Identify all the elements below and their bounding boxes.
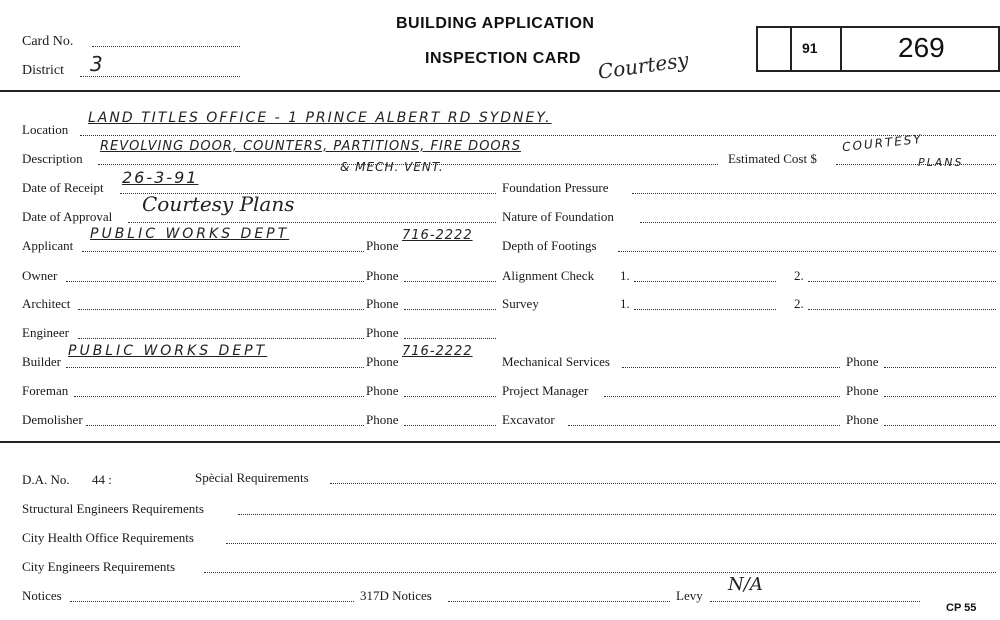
city-engineers-requirements-label: City Engineers Requirements bbox=[22, 559, 176, 574]
applicant-value: PUBLIC WORKS DEPT bbox=[90, 226, 290, 242]
health-requirements-line[interactable] bbox=[226, 543, 996, 544]
project-manager-label: Project Manager bbox=[502, 383, 589, 398]
excavator-label: Excavator bbox=[502, 412, 555, 427]
notices-label: Notices bbox=[22, 588, 62, 603]
demolisher-label: Demolisher bbox=[22, 412, 83, 427]
section-divider bbox=[0, 441, 1000, 443]
mechanical-phone-line[interactable] bbox=[884, 367, 996, 368]
box-divider bbox=[840, 28, 842, 70]
structural-requirements-label: Structural Engineers Requirements bbox=[22, 501, 204, 516]
project-manager-line[interactable] bbox=[604, 396, 840, 397]
district-value: 3 bbox=[90, 52, 105, 76]
date-approval-line[interactable] bbox=[128, 222, 496, 223]
builder-line[interactable] bbox=[66, 367, 364, 368]
project-manager-phone-line[interactable] bbox=[884, 396, 996, 397]
builder-label: Builder bbox=[22, 354, 61, 369]
owner-phone-line[interactable] bbox=[404, 281, 496, 282]
survey-1-label: 1. bbox=[620, 296, 630, 311]
location-value: LAND TITLES OFFICE - 1 PRINCE ALBERT RD SYDNEY. bbox=[88, 110, 552, 126]
foreman-label: Foreman bbox=[22, 383, 69, 398]
architect-phone-label: Phone bbox=[366, 296, 399, 311]
builder-phone: 716-2222 bbox=[402, 344, 473, 359]
da-no-value: 44 : bbox=[92, 472, 112, 487]
survey-2-line[interactable] bbox=[808, 309, 996, 310]
owner-phone-label: Phone bbox=[366, 268, 399, 283]
project-manager-phone-label: Phone bbox=[846, 383, 879, 398]
form-subtitle: INSPECTION CARD bbox=[425, 50, 581, 67]
mechanical-services-label: Mechanical Services bbox=[502, 354, 610, 369]
foreman-phone-line[interactable] bbox=[404, 396, 496, 397]
builder-value: PUBLIC WORKS DEPT bbox=[68, 343, 268, 359]
location-line[interactable] bbox=[80, 135, 996, 136]
depth-footings-line[interactable] bbox=[618, 251, 996, 252]
special-requirements-label: Spècial Requirements bbox=[195, 470, 309, 485]
alignment-1-line[interactable] bbox=[634, 281, 776, 282]
nature-foundation-line[interactable] bbox=[640, 222, 996, 223]
engineer-phone-label: Phone bbox=[366, 325, 399, 340]
architect-line[interactable] bbox=[78, 309, 364, 310]
owner-label: Owner bbox=[22, 268, 58, 283]
foundation-pressure-label: Foundation Pressure bbox=[502, 180, 609, 195]
estimated-cost-value-2: PLANS bbox=[918, 156, 964, 169]
structural-requirements-line[interactable] bbox=[238, 514, 996, 515]
notices-317d-label: 317D Notices bbox=[360, 588, 432, 603]
nature-foundation-label: Nature of Foundation bbox=[502, 209, 614, 224]
district-line[interactable] bbox=[80, 76, 240, 77]
da-no-label: D.A. No. bbox=[22, 472, 70, 487]
date-receipt-value: 26-3-91 bbox=[122, 168, 199, 187]
levy-label: Levy bbox=[676, 588, 703, 603]
architect-label: Architect bbox=[22, 296, 71, 311]
header-divider bbox=[0, 90, 1000, 92]
architect-phone-line[interactable] bbox=[404, 309, 496, 310]
description-label: Description bbox=[22, 151, 83, 166]
location-label: Location bbox=[22, 122, 69, 137]
excavator-line[interactable] bbox=[568, 425, 840, 426]
district-label: District bbox=[22, 63, 64, 78]
courtesy-note: Courtesy bbox=[596, 47, 691, 84]
excavator-phone-label: Phone bbox=[846, 412, 879, 427]
description-line[interactable] bbox=[98, 164, 718, 165]
survey-label: Survey bbox=[502, 296, 539, 311]
notices-line[interactable] bbox=[70, 601, 354, 602]
demolisher-phone-label: Phone bbox=[366, 412, 399, 427]
city-engineers-requirements-line[interactable] bbox=[204, 572, 996, 573]
box-card-number: 269 bbox=[898, 32, 945, 63]
applicant-phone: 716-2222 bbox=[402, 228, 473, 243]
levy-line[interactable] bbox=[710, 601, 920, 602]
owner-line[interactable] bbox=[66, 281, 364, 282]
box-small-number: 91 bbox=[802, 40, 818, 56]
description-value: REVOLVING DOOR, COUNTERS, PARTITIONS, FIRE DOORS bbox=[100, 139, 521, 154]
engineer-label: Engineer bbox=[22, 325, 69, 340]
card-number-box bbox=[756, 26, 1000, 72]
form-code: CP 55 bbox=[946, 602, 977, 614]
engineer-phone-line[interactable] bbox=[404, 338, 496, 339]
mechanical-phone-label: Phone bbox=[846, 354, 879, 369]
alignment-check-label: Alignment Check bbox=[502, 268, 595, 283]
demolisher-phone-line[interactable] bbox=[404, 425, 496, 426]
alignment-2-line[interactable] bbox=[808, 281, 996, 282]
form-title: BUILDING APPLICATION bbox=[396, 15, 595, 32]
depth-footings-label: Depth of Footings bbox=[502, 238, 597, 253]
mechanical-services-line[interactable] bbox=[622, 367, 840, 368]
survey-1-line[interactable] bbox=[634, 309, 776, 310]
levy-value: N/A bbox=[728, 574, 763, 595]
engineer-line[interactable] bbox=[78, 338, 364, 339]
alignment-1-label: 1. bbox=[620, 268, 630, 283]
alignment-2-label: 2. bbox=[794, 268, 804, 283]
health-requirements-label: City Health Office Requirements bbox=[22, 530, 194, 545]
applicant-phone-label: Phone bbox=[366, 238, 399, 253]
card-no-label: Card No. bbox=[22, 34, 74, 49]
description-value-2: & MECH. VENT. bbox=[340, 160, 444, 174]
applicant-label: Applicant bbox=[22, 238, 74, 253]
estimated-cost-label: Estimated Cost $ bbox=[728, 151, 817, 166]
excavator-phone-line[interactable] bbox=[884, 425, 996, 426]
notices-317d-line[interactable] bbox=[448, 601, 670, 602]
date-receipt-label: Date of Receipt bbox=[22, 180, 104, 195]
foreman-phone-label: Phone bbox=[366, 383, 399, 398]
estimated-cost-value: COURTESY bbox=[841, 131, 924, 155]
foundation-pressure-line[interactable] bbox=[632, 193, 996, 194]
date-approval-value: Courtesy Plans bbox=[142, 192, 295, 216]
card-no-line[interactable] bbox=[92, 46, 240, 47]
box-divider bbox=[790, 28, 792, 70]
builder-phone-label: Phone bbox=[366, 354, 399, 369]
survey-2-label: 2. bbox=[794, 296, 804, 311]
demolisher-line[interactable] bbox=[86, 425, 364, 426]
special-requirements-line[interactable] bbox=[330, 483, 996, 484]
foreman-line[interactable] bbox=[74, 396, 364, 397]
estimated-cost-line[interactable] bbox=[836, 164, 996, 165]
date-approval-label: Date of Approval bbox=[22, 209, 113, 224]
applicant-line[interactable] bbox=[82, 251, 364, 252]
